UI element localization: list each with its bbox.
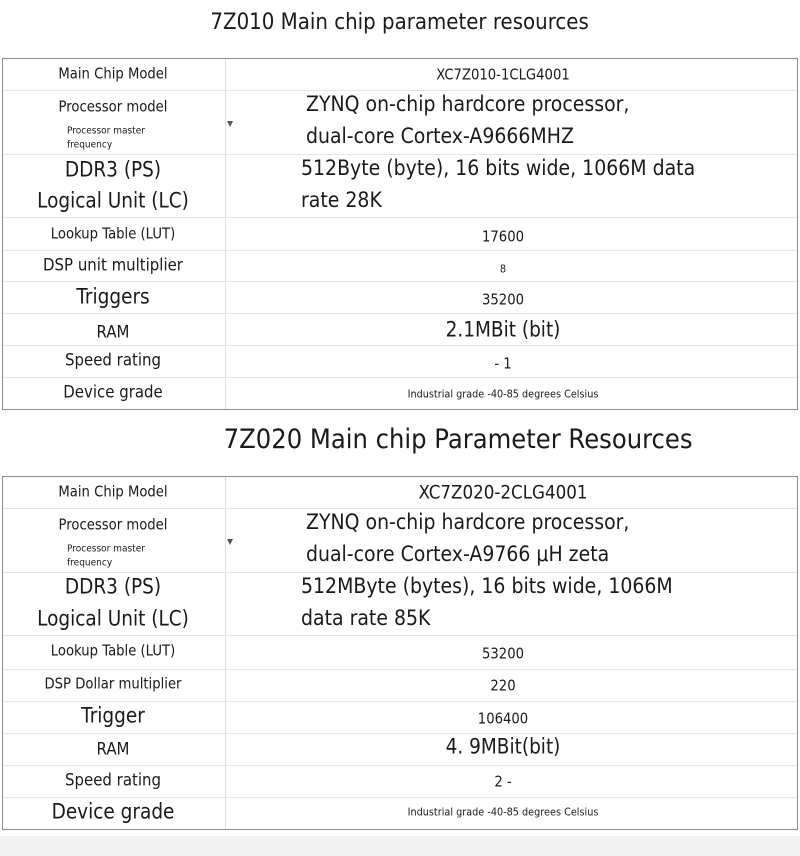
trigger-value: 106400 (477, 709, 529, 728)
ram-label: RAM (96, 739, 130, 760)
ram-value: 2.1MBit (bit) (445, 317, 561, 342)
dsp-label: DSP unit multiplier (43, 255, 183, 276)
processor-line-1: ZYNQ on-chip hardcore processor, (306, 510, 630, 534)
section1-title: 7Z010 Main chip parameter resources (210, 10, 589, 35)
speed-rating-label: Speed rating (65, 770, 161, 791)
row-divider (3, 733, 797, 734)
ddr3-label: DDR3 (PS) (64, 574, 162, 599)
row-divider (3, 669, 797, 670)
row-divider (3, 377, 797, 378)
ddr3-description (301, 570, 673, 634)
column-divider (225, 477, 226, 829)
processor-description (306, 506, 629, 570)
section2-title: 7Z020 Main chip Parameter Resources (223, 424, 693, 455)
main-chip-model-value: XC7Z010-1CLG4001 (436, 65, 570, 84)
row-divider (3, 635, 797, 636)
ddr3-line-2: rate 28K (301, 188, 382, 212)
processor-line-1: ZYNQ on-chip hardcore processor, (306, 92, 630, 116)
device-grade-value: Industrial grade -40-85 degrees Celsius (407, 387, 599, 401)
logical-unit-label: Logical Unit (LC) (37, 188, 189, 213)
row-divider (3, 281, 797, 282)
processor-model-label: Processor model (58, 97, 168, 116)
speed-rating-value: - 1 (494, 354, 512, 373)
logical-unit-label: Logical Unit (LC) (37, 606, 189, 631)
dsp-label: DSP Dollar multiplier (44, 674, 182, 693)
ddr3-line-1: 512MByte (bytes), 16 bits wide, 1066M (301, 574, 673, 598)
device-grade-label: Device grade (63, 382, 163, 403)
marker-glyph (227, 539, 233, 545)
ram-label: RAM (96, 322, 130, 343)
row-divider (3, 345, 797, 346)
ddr3-line-1: 512Byte (byte), 16 bits wide, 1066M data (301, 156, 696, 180)
ram-value: 4. 9MBit(bit) (445, 734, 561, 759)
row-divider (3, 250, 797, 251)
row-divider (3, 217, 797, 218)
device-grade-value: Industrial grade -40-85 degrees Celsius (407, 805, 599, 819)
marker-glyph (227, 121, 233, 127)
ddr3-line-2: data rate 85K (301, 606, 431, 630)
row-divider (3, 765, 797, 766)
lookup-table-label: Lookup Table (LUT) (50, 641, 176, 660)
triggers-label: Triggers (76, 284, 150, 309)
triggers-value: 35200 (482, 290, 524, 309)
trigger-label: Trigger (81, 703, 145, 728)
column-divider (225, 59, 226, 409)
processor-line-2: dual-core Cortex-A9666MHZ (306, 124, 574, 148)
lookup-table-value: 53200 (482, 644, 524, 663)
dsp-value: 8 (499, 262, 507, 276)
speed-rating-label: Speed rating (65, 350, 161, 371)
section1-parameter-table (2, 58, 798, 410)
row-divider (3, 313, 797, 314)
processor-model-label: Processor model (58, 515, 168, 534)
processor-description (306, 88, 629, 152)
ddr3-label: DDR3 (PS) (64, 157, 162, 182)
main-chip-model-label: Main Chip Model (58, 64, 168, 83)
page-bottom-band (0, 836, 800, 856)
processor-frequency-label: Processor master frequency (67, 125, 145, 150)
lookup-table-label: Lookup Table (LUT) (50, 224, 176, 243)
ddr3-description (301, 152, 695, 216)
speed-rating-value: 2 - (494, 772, 512, 791)
row-divider (3, 701, 797, 702)
section2-parameter-table (2, 476, 798, 830)
main-chip-model-label: Main Chip Model (58, 482, 168, 501)
row-divider (3, 797, 797, 798)
processor-line-2: dual-core Cortex-A9766 μH zeta (306, 542, 610, 566)
device-grade-label: Device grade (51, 799, 175, 824)
lookup-table-value: 17600 (482, 227, 524, 246)
main-chip-model-value: XC7Z020-2CLG4001 (418, 481, 588, 504)
processor-frequency-label: Processor master frequency (67, 543, 145, 568)
dsp-value: 220 (490, 676, 516, 695)
